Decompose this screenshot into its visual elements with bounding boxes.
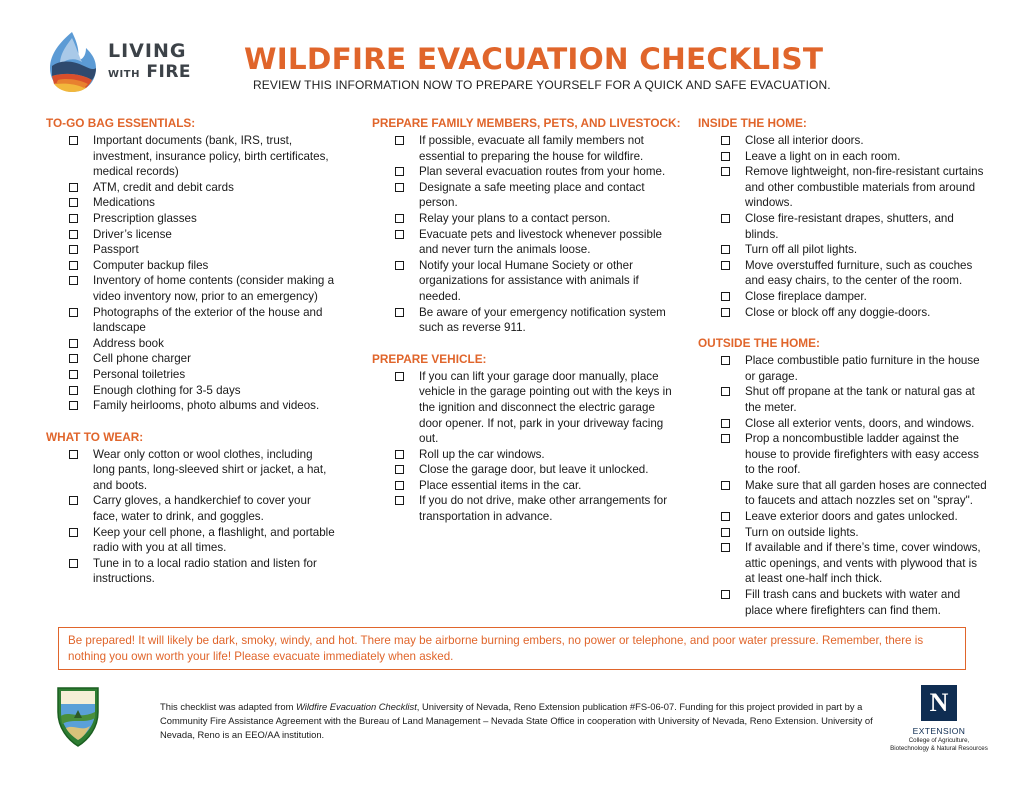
checklist-item-text: Remove lightweight, non-fire-resistant curtains and other combustible materials from around windows. — [745, 165, 984, 210]
checklist-item — [698, 525, 988, 541]
checkbox-icon[interactable] — [395, 214, 404, 223]
section-heading: INSIDE THE HOME: — [698, 116, 807, 130]
warning-notice: Be prepared! It will likely be dark, smoky, windy, and hot. There may be airborne burning embers, no power or telephone, and poor water pressure. Remember, there is nothing you own worth your life! Please evacuate immediately when asked. — [58, 627, 966, 670]
checklist-item-text: Close all exterior vents, doors, and windows. — [745, 416, 975, 430]
checklist-item-text: Place combustible patio furniture in the house or garage. — [745, 354, 980, 383]
checklist-item-text: Carry gloves, a handkerchief to cover your face, water to drink, and goggles. — [93, 494, 311, 524]
checklist-item — [372, 478, 672, 494]
checkbox-icon[interactable] — [721, 434, 730, 443]
checkbox-icon[interactable] — [721, 543, 730, 552]
checkbox-icon[interactable] — [395, 450, 404, 459]
checkbox-icon[interactable] — [69, 339, 78, 348]
checklist-item — [46, 273, 336, 304]
checklist-item-text: Tune in to a local radio station and listen for instructions. — [93, 556, 317, 586]
checklist — [372, 133, 672, 336]
checklist-item-text: Leave exterior doors and gates unlocked. — [745, 510, 958, 524]
checklist-item-text: Prop a noncombustible ladder against the house to provide firefighters with easy access to the roof. — [745, 432, 979, 477]
checklist-item-text: Relay your plans to a contact person. — [419, 211, 611, 225]
checklist-item — [698, 587, 988, 618]
checklist-item — [46, 227, 336, 243]
checkbox-icon[interactable] — [69, 308, 78, 317]
checklist-item — [698, 211, 988, 242]
checklist-item-text: Photographs of the exterior of the house and landscape — [93, 305, 323, 335]
credit-prefix: This checklist was adapted from — [160, 701, 296, 712]
checklist — [46, 133, 336, 414]
checkbox-icon[interactable] — [721, 136, 730, 145]
checklist — [46, 447, 336, 587]
checkbox-icon[interactable] — [395, 481, 404, 490]
checklist-item — [46, 367, 336, 383]
checklist-item-text: Turn off all pilot lights. — [745, 243, 858, 257]
checklist-item-text: Keep your cell phone, a flashlight, and portable radio with you at all times. — [93, 525, 335, 555]
checklist-item-text: Cell phone charger — [93, 352, 191, 366]
credit-rest: , University of Nevada, Reno Extension publication #FS-06-07. Funding for this project provided in part by a Community Fire Assistance Agreement with the Bureau of Land Management – Nevada State Office in cooperation with University of Nevada, Reno Extension. University of Nevada, Reno is an EEO/AA institution. — [160, 701, 873, 740]
checkbox-icon[interactable] — [69, 183, 78, 192]
checklist-item-text: Passport — [93, 243, 139, 257]
checkbox-icon[interactable] — [395, 261, 404, 270]
column-2 — [372, 116, 681, 541]
checklist-item-text: ATM, credit and debit cards — [93, 180, 234, 194]
checklist-item-text: Prescription glasses — [93, 211, 197, 225]
checklist-item-text: Shut off propane at the tank or natural gas at the meter. — [745, 385, 975, 414]
checklist-item — [46, 133, 336, 180]
checklist-item-text: Computer backup files — [93, 258, 209, 272]
checklist-item — [372, 462, 672, 478]
checkbox-icon[interactable] — [721, 261, 730, 270]
checklist-item — [372, 227, 672, 258]
logo-line2-big: FIRE — [146, 62, 192, 82]
checklist-item-text: Close or block off any doggie-doors. — [745, 305, 931, 319]
checkbox-icon[interactable] — [69, 401, 78, 410]
checkbox-icon[interactable] — [69, 528, 78, 537]
checklist-item — [698, 540, 988, 587]
checklist-item — [698, 258, 988, 289]
checklist-section — [372, 116, 681, 336]
checklist-item-text: Important documents (bank, IRS, trust, investment, insurance policy, birth certificates, medical records) — [93, 134, 329, 179]
checkbox-icon[interactable] — [395, 230, 404, 239]
checkbox-icon[interactable] — [395, 372, 404, 381]
checkbox-icon[interactable] — [721, 214, 730, 223]
checklist-item — [46, 305, 336, 336]
checklist-item-text: Make sure that all garden hoses are connected to faucets and attach nozzles set on "spray". — [745, 478, 987, 508]
checklist-item-text: Enough clothing for 3-5 days — [93, 383, 241, 397]
checkbox-icon[interactable] — [721, 590, 730, 599]
checklist-item — [46, 195, 336, 211]
unr-college-line2: Biotechnology & Natural Resources — [890, 745, 988, 752]
section-heading: OUTSIDE THE HOME: — [698, 336, 820, 351]
checklist-item-text: Fill trash cans and buckets with water and place where firefighters can find them. — [745, 588, 961, 617]
checklist-item — [46, 211, 336, 227]
checklist — [698, 353, 988, 618]
checklist-item — [46, 493, 336, 524]
checkbox-icon[interactable] — [69, 261, 78, 270]
checklist-item — [46, 336, 336, 352]
checklist-item — [46, 447, 336, 494]
checkbox-icon[interactable] — [395, 308, 404, 317]
checkbox-icon[interactable] — [69, 354, 78, 363]
checklist-item — [46, 525, 336, 556]
checklist-item-text: Place essential items in the car. — [419, 478, 582, 492]
checkbox-icon[interactable] — [69, 245, 78, 254]
checkbox-icon[interactable] — [395, 465, 404, 474]
checklist-item — [372, 305, 672, 336]
checklist-item-text: If possible, evacuate all family members not essential to preparing the house for wildfire. — [419, 134, 644, 163]
checklist-item-text: Roll up the car windows. — [419, 447, 545, 461]
checklist-item-text: If you do not drive, make other arrangements for transportation in advance. — [419, 494, 668, 524]
checkbox-icon[interactable] — [69, 276, 78, 285]
unr-letter: N — [929, 688, 949, 717]
checklist-item — [46, 398, 336, 414]
checklist-section — [372, 352, 672, 525]
checkbox-icon[interactable] — [395, 167, 404, 176]
checklist-item-text: Close the garage door, but leave it unlocked. — [419, 463, 649, 477]
unr-n-icon — [921, 685, 957, 721]
checklist-item — [372, 180, 672, 211]
column-3 — [698, 116, 988, 634]
page-title: WILDFIRE EVACUATION CHECKLIST — [244, 42, 824, 76]
checkbox-icon[interactable] — [721, 528, 730, 537]
checklist-item-text: Evacuate pets and livestock whenever possible and never turn the animals loose. — [419, 227, 662, 257]
checkbox-icon[interactable] — [721, 387, 730, 396]
column-1 — [46, 116, 336, 603]
unr-college-line1: College of Agriculture, — [908, 737, 970, 744]
checkbox-icon[interactable] — [721, 512, 730, 521]
checklist-item — [372, 133, 672, 164]
checklist — [698, 133, 988, 320]
checklist-item-text: Leave a light on in each room. — [745, 149, 901, 163]
credit-text — [160, 700, 890, 742]
checklist-item — [698, 509, 988, 525]
section-heading: WHAT TO WEAR: — [46, 429, 144, 444]
checkbox-icon[interactable] — [69, 136, 78, 145]
checklist-item — [372, 164, 672, 180]
checklist-item-text: Inventory of home contents (consider making a video inventory now, prior to an emergency) — [93, 274, 335, 303]
section-heading: TO-GO BAG ESSENTIALS: — [46, 116, 196, 130]
checklist-item — [698, 242, 988, 258]
checklist-item — [372, 258, 672, 305]
checkbox-icon[interactable] — [721, 419, 730, 428]
checklist-item-text: If available and if there’s time, cover windows, attic openings, and vents with plywood that is at least one-half inch thick. — [745, 541, 981, 586]
checklist-item — [698, 478, 988, 509]
checkbox-icon[interactable] — [69, 198, 78, 207]
page-subtitle: REVIEW THIS INFORMATION NOW TO PREPARE YOURSELF FOR A QUICK AND SAFE EVACUATION. — [253, 78, 831, 92]
checkbox-icon[interactable] — [69, 230, 78, 239]
checklist-item — [698, 353, 988, 384]
checkbox-icon[interactable] — [721, 356, 730, 365]
checklist-item — [698, 164, 988, 211]
logo-line2-small: WITH — [108, 69, 140, 80]
checkbox-icon[interactable] — [69, 450, 78, 459]
checklist-item-text: Move overstuffed furniture, such as couches and easy chairs, to the center of the room. — [745, 258, 973, 288]
checkbox-icon[interactable] — [69, 386, 78, 395]
section-heading: PREPARE FAMILY MEMBERS, PETS, AND LIVESTOCK: — [372, 116, 681, 130]
checklist-item-text: Family heirlooms, photo albums and videos. — [93, 399, 320, 413]
checklist-item-text: Driver’s license — [93, 227, 172, 241]
checklist-item — [372, 447, 672, 463]
unr-extension-logo — [884, 685, 994, 753]
checkbox-icon[interactable] — [395, 183, 404, 192]
checklist-item — [46, 351, 336, 367]
checklist-item-text: Personal toiletries — [93, 367, 186, 381]
unr-extension-label: EXTENSION — [912, 726, 966, 736]
checklist-item-text: Medications — [93, 196, 155, 210]
checkbox-icon[interactable] — [69, 370, 78, 379]
checklist-item-text: Close fire-resistant drapes, shutters, and blinds. — [745, 211, 954, 241]
checklist-item-text: Designate a safe meeting place and contact person. — [419, 180, 645, 210]
living-with-fire-logo — [42, 28, 202, 102]
blm-seal-icon — [56, 686, 100, 753]
checklist-section — [46, 430, 336, 587]
checklist-item-text: Turn on outside lights. — [745, 525, 859, 539]
checklist-item-text: Notify your local Humane Society or other organizations for assistance with animals if needed. — [419, 258, 639, 303]
checklist-item — [698, 289, 988, 305]
checklist-item — [46, 180, 336, 196]
checklist-item — [698, 416, 988, 432]
checklist-item — [372, 211, 672, 227]
checkbox-icon[interactable] — [69, 496, 78, 505]
checklist-section — [698, 336, 988, 618]
checklist-item-text: Wear only cotton or wool clothes, including long pants, long-sleeved shirt or jacket, a hat, and boots. — [93, 447, 327, 492]
checkbox-icon[interactable] — [721, 152, 730, 161]
checklist-item-text: Plan several evacuation routes from your home. — [419, 165, 666, 179]
checklist-item — [372, 493, 672, 524]
checklist-item — [46, 383, 336, 399]
checklist-item — [46, 242, 336, 258]
checkbox-icon[interactable] — [395, 496, 404, 505]
checkbox-icon[interactable] — [721, 292, 730, 301]
checklist-item-text: Close all interior doors. — [745, 134, 864, 147]
checklist-item — [46, 556, 336, 587]
credit-publication-title: Wildfire Evacuation Checklist — [296, 701, 417, 712]
checklist-item — [698, 133, 988, 149]
checklist — [372, 369, 672, 525]
checkbox-icon[interactable] — [721, 167, 730, 176]
checklist-item-text: Be aware of your emergency notification system such as reverse 911. — [419, 305, 666, 335]
checklist-section — [46, 116, 336, 414]
section-heading: PREPARE VEHICLE: — [372, 351, 487, 366]
checklist-item — [372, 369, 672, 447]
checklist-item-text: Address book — [93, 336, 164, 350]
checkbox-icon[interactable] — [395, 136, 404, 145]
checkbox-icon[interactable] — [69, 214, 78, 223]
flame-logo-icon — [42, 28, 102, 98]
checkbox-icon[interactable] — [721, 245, 730, 254]
checklist-item-text: If you can lift your garage door manually, place vehicle in the garage pointing out with the keys in the ignition and disconnect the electric garage door opener. If not, park in your driveway facing out. — [419, 369, 672, 446]
logo-line1: LIVING — [108, 40, 187, 62]
checklist-item — [46, 258, 336, 274]
checklist-item — [698, 384, 988, 415]
checklist-item — [698, 149, 988, 165]
checklist-item-text: Close fireplace damper. — [745, 289, 867, 303]
checklist-section — [698, 116, 988, 320]
checkbox-icon[interactable] — [69, 559, 78, 568]
checklist-item — [698, 431, 988, 478]
checklist-item — [698, 305, 988, 321]
checkbox-icon[interactable] — [721, 481, 730, 490]
checkbox-icon[interactable] — [721, 308, 730, 317]
